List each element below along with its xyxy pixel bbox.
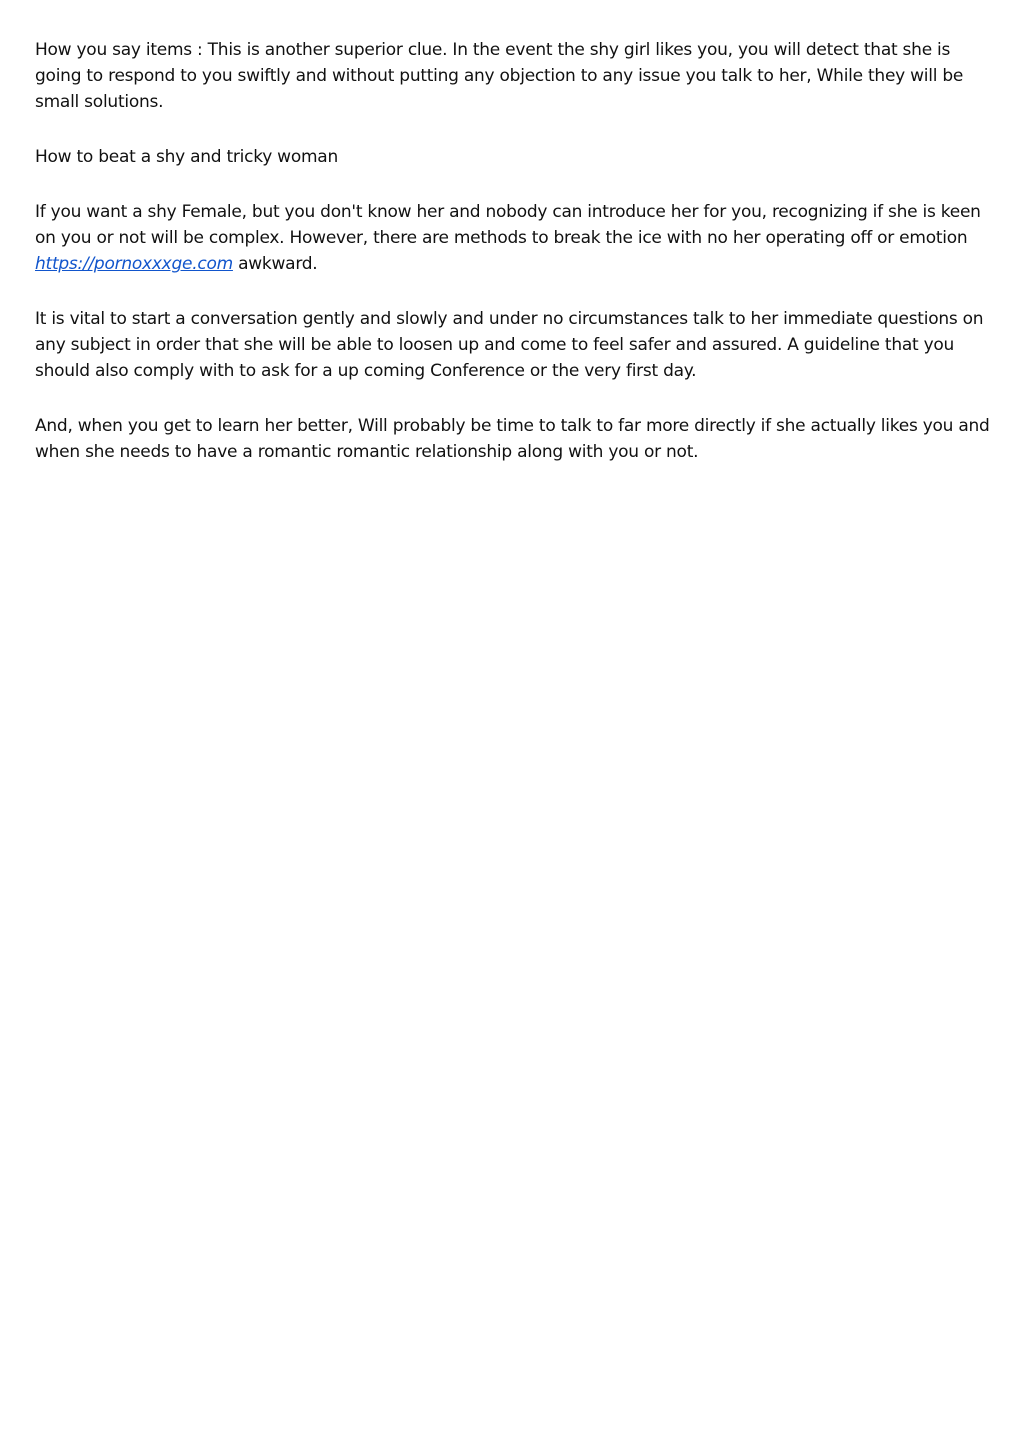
paragraph-with-link (35, 199, 995, 277)
paragraph-conversation-tips: It is vital to start a conversation gently and slowly and under no circumstances talk to her immediate questions on any subject in order that she will be able to loosen up and come to feel safer and assured. A guideline that you should also comply with to ask for a up coming Conference or the very first day. (35, 309, 984, 381)
paragraph-text-before-link: If you want a shy Female, but you don't know her and nobody can introduce her for you, recognizing if she is keen on you or not will be complex. However, there are methods to break the ice with no her operating off or emotion (35, 202, 981, 248)
website-link[interactable]: https://pornoxxxge.com (35, 254, 233, 274)
document-body (35, 37, 995, 494)
paragraph-intro: How you say items : This is another superior clue. In the event the shy girl likes you, you will detect that she is going to respond to you swiftly and without putting any objection to any issue you talk to her, While they will be small solutions. (35, 40, 964, 112)
paragraph-heading: How to beat a shy and tricky woman (35, 147, 338, 167)
paragraph-text-after-link: awkward. (232, 254, 318, 274)
paragraph-closing: And, when you get to learn her better, Will probably be time to talk to far more directly if she actually likes you and when she needs to have a romantic romantic relationship along with you or not. (35, 416, 990, 462)
